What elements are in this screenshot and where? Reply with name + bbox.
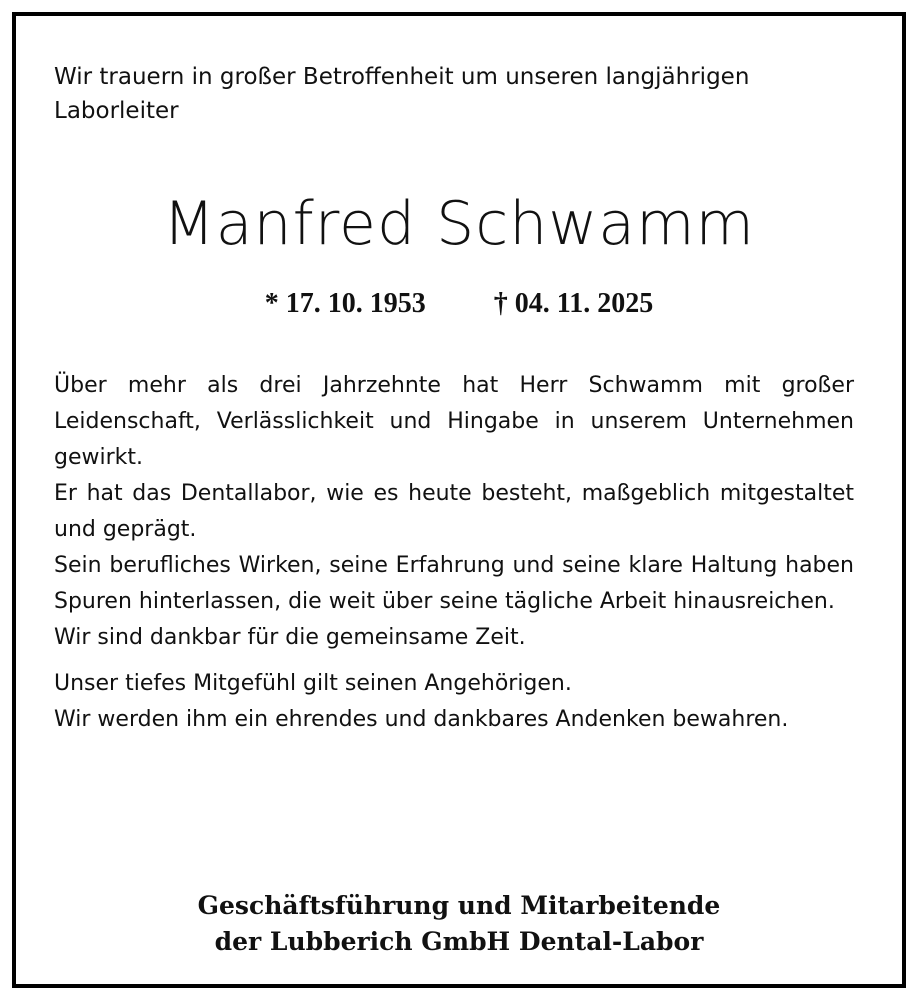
tribute-paragraph: Über mehr als drei Jahrzehnte hat Herr Schwamm mit großer Leidenschaft, Verlässlichkeit und Hingabe in unserem Unternehmen gewirkt. [54, 373, 854, 470]
tribute-text [54, 368, 854, 738]
obituary-notice [12, 12, 906, 988]
intro-text: Wir trauern in großer Betroffenheit um unseren langjährigen Laborleiter [54, 64, 750, 124]
signature-line: Geschäftsführung und Mitarbeitende [197, 891, 721, 920]
tribute-paragraph: Wir sind dankbar für die gemeinsame Zeit. [54, 625, 526, 650]
deceased-name: Manfred Schwamm [163, 189, 755, 259]
condolence-paragraph: Wir werden ihm ein ehrendes und dankbares Andenken bewahren. [54, 707, 789, 732]
tribute-paragraph: Sein berufliches Wirken, seine Erfahrung und seine klare Haltung haben Spuren hinterlassen, die weit über seine tägliche Arbeit hinausreichen. [54, 553, 854, 614]
life-dates [16, 286, 902, 322]
death-date: † 04. 11. 2025 [493, 288, 654, 319]
birth-date: * 17. 10. 1953 [264, 288, 426, 319]
condolence-paragraph: Unser tiefes Mitgefühl gilt seinen Angehörigen. [54, 671, 572, 696]
signature-line: der Lubberich GmbH Dental-Labor [214, 927, 704, 956]
signature-block [16, 888, 902, 960]
tribute-paragraph: Er hat das Dentallabor, wie es heute besteht, maßgeblich mitgestaltet und geprägt. [54, 481, 854, 542]
